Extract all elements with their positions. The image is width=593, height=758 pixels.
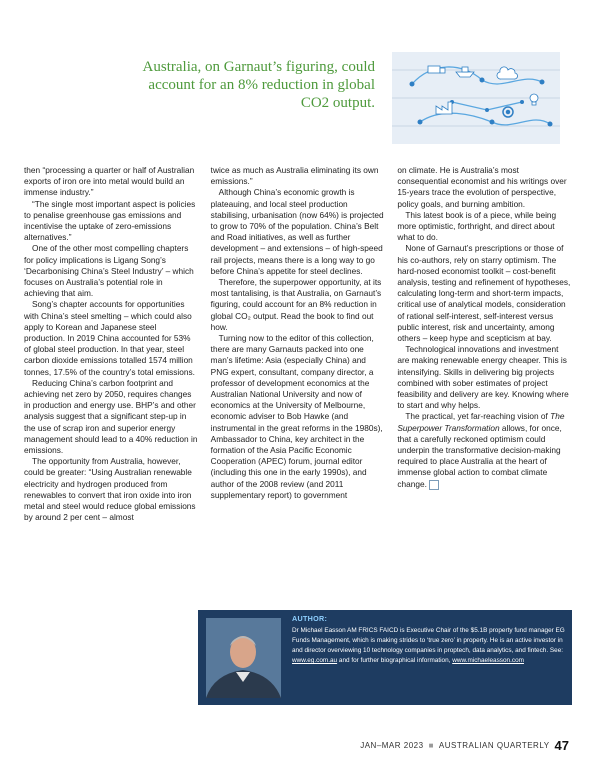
author-portrait-icon: [206, 618, 281, 698]
column-3: [397, 165, 572, 524]
page-number: 47: [554, 738, 569, 753]
publication-name: AUSTRALIAN QUARTERLY: [438, 741, 550, 750]
paragraph: Reducing China’s carbon footprint and achieving net zero by 2050, requires changes in production and energy use. BHP’s and other analysis suggest that a significant step-up in the use of scrap iron and superior energy management should lead to a 40% reduction in emissions.: [24, 377, 198, 456]
author-photo: [206, 618, 281, 698]
paragraph: Song’s chapter accounts for opportunities with China’s steel smelting – which could also apply to Korean and Japanese steel production. In 2019 China accounted for 53% of global steel production. In that year, steel carbon dioxide emissions totalled 1574 million tonnes, 17.5% of the country’s total emissions.: [24, 299, 195, 377]
eg-website-link[interactable]: www.eg.com.au: [292, 657, 338, 664]
author-website-link[interactable]: www.michaeleasson.com: [452, 657, 524, 664]
author-bio: [292, 614, 566, 666]
author-bio-text: and for further biographical information,: [337, 657, 453, 664]
author-label: AUTHOR:: [292, 614, 328, 623]
paragraph: then “processing a quarter or half of Australian exports of iron ore into metal would build an immense industry.”: [24, 165, 195, 198]
paragraph: This latest book is of a piece, while being more optimistic, forthright, and direct about what to do.: [397, 209, 557, 243]
pull-quote: Australia, on Garnaut’s figuring, could account for an 8% reduction in global CO2 output.: [142, 59, 375, 111]
paragraph: None of Garnaut’s prescriptions or those of his co-authors, rely on starry optimism. The hard-nosed economist toolkit – cost-benefit analysis, testing and refinement of hypotheses, calculating long-term and short-term impacts, critical use of analytical models, consideration of rational self-interest, self-interest versus public interest, risk and uncertainty, among others – keep hype and scepticism at bay.: [397, 243, 571, 344]
page-footer: [360, 738, 569, 753]
article-body: [24, 165, 572, 524]
paragraph: Technological innovations and investment are making renewable energy cheaper. This is intensifying. Skills in delivering big projects combined with sober estimates of project feasibility and delivery are key. Knowing where to start and why helps.: [397, 344, 569, 411]
network-illustration: [392, 52, 560, 144]
paragraph: The opportunity from Australia, however, could be greater: “Using Australian renewable electricity and hydrogen produced from renewables to convert that iron oxide into iron metal and steel would reduce global emissions by around 2 per cent – almost: [24, 456, 196, 523]
paragraph: Although China’s economic growth is plateauing, and local steel production stabilising, urbanisation (now 64%) is projected to grow to 70% of the population. China’s Belt and Road initiatives, as well as further development – and extensions – of high-speed rail projects, means there is a long way to go before China’s appetite for steel declines.: [210, 187, 384, 276]
paragraph: on climate. He is Australia’s most consequential economist and his writings over 15-years trace the evolution of perspective, policy goals, and burning ambition.: [397, 165, 567, 209]
author-box: [198, 610, 572, 705]
author-bio-text: Dr Michael Easson AM FRICS FAICD is Executive Chair of the $5.1B property fund manager EG Funds Management, which is making strides to ‘true zero’ in property. He is an active investor in and director overviewing 10 technology companies in proptech, data analytics, and fintech. See:: [292, 627, 565, 654]
book-title: The Superpower Transformation: [397, 411, 565, 433]
paragraph: “The single most important aspect is policies to penalise greenhouse gas emissions and incentivise the uptake of zero-emissions alternatives.”: [24, 198, 196, 243]
hero-illustration: [392, 52, 560, 144]
paragraph: Therefore, the superpower opportunity, at its most tantalising, is that Australia, on Garnaut’s figuring, could account for an 8% reduction in global CO₂ output. Read the book to find out how.: [210, 277, 382, 332]
end-of-article-icon: [429, 480, 439, 490]
paragraph: twice as much as Australia eliminating its own emissions.”: [210, 165, 379, 187]
column-2: [211, 165, 386, 524]
text-run: The practical, yet far-reaching vision of: [405, 411, 551, 422]
column-1: [24, 165, 199, 524]
paragraph: Turning now to the editor of this collection, there are many Garnauts packed into one man’s lifetime: Asia (especially China) and PNG expert, consultant, company director, a professor of development economics at the Australian National University and now of economics at the University of Melbourne, economic adviser to Bob Hawke (and instrumental in the great reforms in the 1980s), Ambassador to China, key architect in the formation of the Asia Pacific Economic Cooperation (APEC) forum, journal editor (including this one in the early 1990s), and author of the 2008 review (and 2011 supplementary report) to government: [210, 333, 383, 500]
text-run: allows, for once, that a carefully reckoned optimism could underpin the transformative decision-making required to place Australia at the heart of immense global action to combat climate change.: [397, 422, 562, 489]
footer-separator: ■: [428, 741, 434, 750]
issue-date: JAN–MAR 2023: [360, 741, 424, 750]
paragraph: [397, 411, 572, 489]
paragraph: One of the other most compelling chapters for policy implications is Ligang Song’s ‘Decarbonising China’s Steel Industry’ – which focuses on Australia’s potential role in achieving that aim.: [24, 243, 194, 299]
